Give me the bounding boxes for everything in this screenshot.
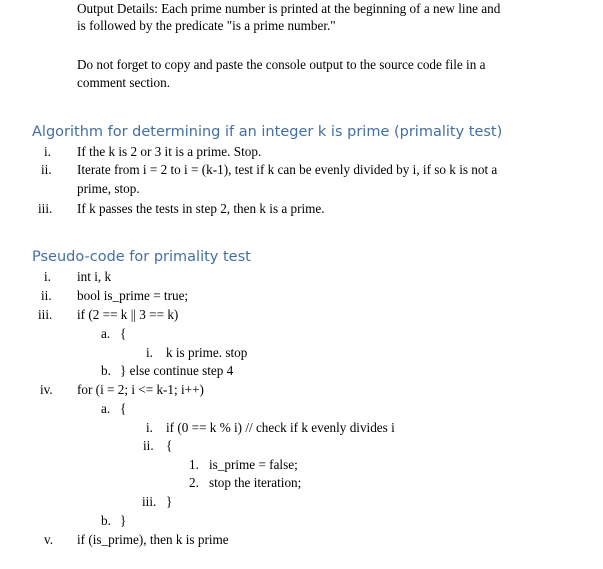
pseudo-line: { bbox=[166, 438, 173, 453]
pseudo-marker: iii. bbox=[38, 307, 53, 322]
pseudo-marker: a. bbox=[101, 326, 111, 341]
algorithm-step-2-marker: ii. bbox=[41, 162, 52, 177]
pseudo-marker: b. bbox=[101, 363, 111, 378]
reminder-line-2: comment section. bbox=[77, 75, 171, 90]
algorithm-heading: Algorithm for determining if an integer k is prime (primality test) bbox=[32, 124, 503, 140]
pseudo-marker: i. bbox=[44, 269, 51, 284]
pseudo-marker: b. bbox=[101, 513, 111, 528]
output-details-line-1: Output Details: Each prime number is printed at the beginning of a new line and bbox=[77, 1, 501, 16]
pseudo-line: { bbox=[120, 401, 127, 416]
pseudo-marker: ii. bbox=[41, 288, 52, 303]
pseudo-marker: iv. bbox=[40, 382, 53, 397]
pseudo-line: bool is_prime = true; bbox=[77, 288, 189, 303]
pseudo-marker: 2. bbox=[189, 475, 199, 490]
pseudo-line: { bbox=[120, 326, 127, 341]
algorithm-step-3-text: If k passes the tests in step 2, then k is a prime. bbox=[77, 201, 325, 216]
pseudo-line: for (i = 2; i <= k-1; i++) bbox=[77, 382, 204, 397]
algorithm-step-1-text: If the k is 2 or 3 it is a prime. Stop. bbox=[77, 144, 262, 159]
algorithm-step-3-marker: iii. bbox=[38, 201, 53, 216]
pseudo-line: if (is_prime), then k is prime bbox=[77, 532, 229, 547]
pseudo-line: k is prime. stop bbox=[166, 345, 248, 360]
reminder-line-1: Do not forget to copy and paste the console output to the source code file in a bbox=[77, 57, 486, 72]
pseudo-line: } bbox=[166, 494, 173, 509]
pseudo-line: stop the iteration; bbox=[209, 475, 302, 490]
pseudo-heading: Pseudo-code for primality test bbox=[32, 249, 251, 265]
pseudo-line: } else continue step 4 bbox=[120, 363, 234, 378]
pseudo-marker: v. bbox=[44, 532, 54, 547]
pseudo-marker: ii. bbox=[143, 438, 154, 453]
pseudo-line: is_prime = false; bbox=[209, 457, 298, 472]
algorithm-step-2-text: Iterate from i = 2 to i = (k-1), test if k can be evenly divided by i, if so k is not a bbox=[77, 162, 498, 177]
algorithm-step-1-marker: i. bbox=[44, 144, 51, 159]
pseudo-line: } bbox=[120, 513, 127, 528]
pseudo-marker: iii. bbox=[142, 494, 157, 509]
pseudo-marker: a. bbox=[101, 401, 111, 416]
pseudo-line: int i, k bbox=[77, 269, 112, 284]
pseudo-marker: 1. bbox=[189, 457, 199, 472]
output-details-line-2: is followed by the predicate "is a prime number." bbox=[77, 18, 336, 33]
algorithm-step-2-text-cont: prime, stop. bbox=[77, 181, 140, 196]
pseudo-line: if (0 == k % i) // check if k evenly divides i bbox=[166, 420, 395, 435]
pseudo-marker: i. bbox=[146, 345, 153, 360]
pseudo-marker: i. bbox=[146, 420, 153, 435]
pseudo-line: if (2 == k || 3 == k) bbox=[77, 307, 179, 322]
